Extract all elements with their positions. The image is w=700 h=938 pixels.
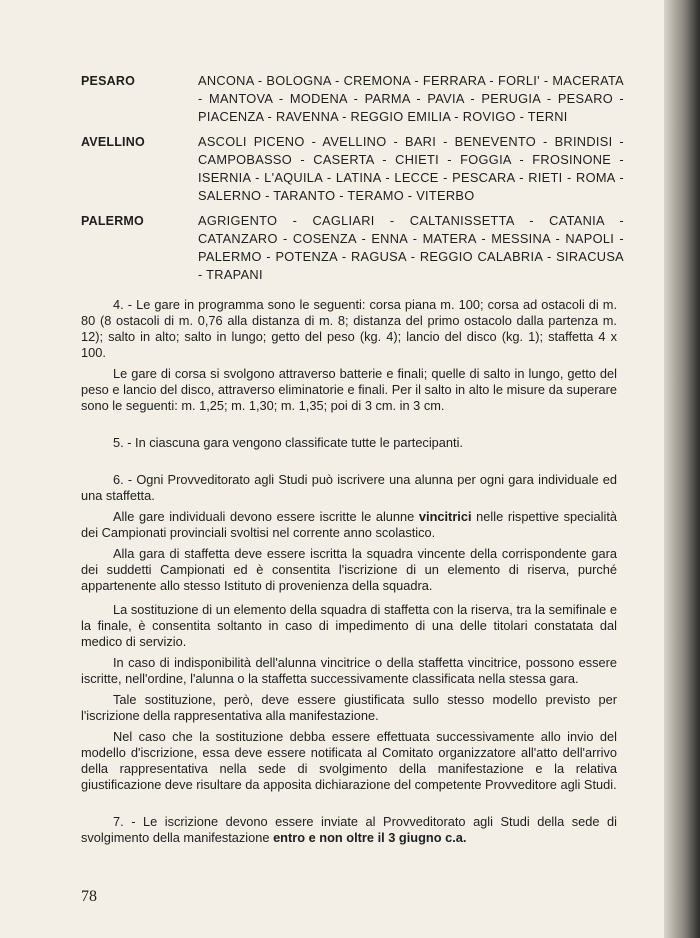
- region-row-palermo: [81, 212, 624, 284]
- page-number: 78: [81, 888, 97, 905]
- section-6-paragraph: In caso di indisponibilità dell'alunna vincitrice o della staffetta vincitrice, possono essere iscritte, nell'ordine, l'alunna o la staffetta successivamente classificata nella stessa gara.: [81, 655, 617, 686]
- section-6-paragraph: La sostituzione di un elemento della squadra di staffetta con la riserva, tra la semifinale e la finale, è consentita soltanto in caso di impedimento di una delle titolari constatata dal medico di servizio.: [81, 602, 617, 649]
- section-6-paragraph: Alla gara di staffetta deve essere iscritta la squadra vincente della corrispondente gara dei suddetti Campionati ed è consentita l'iscrizione di un elemento di riserva, purché appartenente allo stesso Istituto di provenienza della squadra.: [81, 546, 617, 593]
- region-name: AVELLINO: [81, 135, 145, 149]
- section-6-paragraph: [81, 509, 617, 541]
- paragraph-text: Alle gare individuali devono essere iscritte le alunne: [113, 509, 419, 524]
- paragraph-text: nelle rispettive specialità dei Campionati provinciali svoltisi nel corrente anno scolastico.: [81, 509, 617, 540]
- region-cities: AGRIGENTO - CAGLIARI - CALTANISSETTA - CATANIA - CATANZARO - COSENZA - ENNA - MATERA - MESSINA - NAPOLI - PALERMO - POTENZA - RAGUSA - REGGIO CALABRIA - SIRACUSA - TRAPANI: [198, 213, 624, 282]
- region-cities: ANCONA - BOLOGNA - CREMONA - FERRARA - FORLI' - MACERATA - MANTOVA - MODENA - PARMA - PAVIA - PERUGIA - PESARO - PIACENZA - RAVENNA - REGGIO EMILIA - ROVIGO - TERNI: [198, 73, 624, 124]
- regulation-text: [81, 297, 617, 846]
- region-name: PESARO: [81, 74, 135, 88]
- region-row-avellino: [81, 133, 624, 205]
- region-row-pesaro: [81, 72, 624, 126]
- section-6-paragraph: Tale sostituzione, però, deve essere giustificata sullo stesso modello previsto per l'iscrizione della rappresentativa alla manifestazione.: [81, 692, 617, 723]
- region-name: PALERMO: [81, 214, 144, 228]
- section-4-paragraph: Le gare di corsa si svolgono attraverso batterie e finali; quelle di salto in lungo, getto del peso e lancio del disco, attraverso eliminatorie e finali. Per il salto in alto le misure da superare sono le seguenti: m. 1,25; m. 1,30; m. 1,35; poi di 3 cm. in 3 cm.: [81, 366, 617, 413]
- section-7-paragraph: [81, 814, 617, 846]
- page-edge-shadow: [664, 0, 700, 938]
- section-4-paragraph: 4. - Le gare in programma sono le seguenti: corsa piana m. 100; corsa ad ostacoli di m. 80 (8 ostacoli di m. 0,76 alla distanza di m. 8; distanza del primo ostacolo dalla partenza m. 12); salto in alto; salto in lungo; getto del peso (kg. 4); lancio del disco (kg. 1); staffetta 4 x 100.: [81, 297, 617, 360]
- region-table: [81, 72, 624, 291]
- section-6-paragraph: 6. - Ogni Provveditorato agli Studi può iscrivere una alunna per ogni gara individuale ed una staffetta.: [81, 472, 617, 503]
- paragraph-text: 7. - Le iscrizione devono essere inviate al Provveditorato agli Studi della sede di svolgimento della manifestazione: [81, 814, 617, 845]
- section-5-paragraph: 5. - In ciascuna gara vengono classificate tutte le partecipanti.: [113, 435, 463, 450]
- region-cities: ASCOLI PICENO - AVELLINO - BARI - BENEVENTO - BRINDISI - CAMPOBASSO - CASERTA - CHIETI - FOGGIA - FROSINONE - ISERNIA - L'AQUILA - LATINA - LECCE - PESCARA - RIETI - ROMA - SALERNO - TARANTO - TERAMO - VITERBO: [198, 134, 624, 203]
- bold-text: entro e non oltre il 3 giugno c.a.: [273, 830, 467, 845]
- bold-text: vincitrici: [418, 509, 472, 524]
- section-6-paragraph: Nel caso che la sostituzione debba essere effettuata successivamente allo invio del modello d'iscrizione, essa deve essere notificata al Comitato organizzatore all'atto dell'arrivo della rappresentativa nella sede di svolgimento della manifestazione e la relativa giustificazione deve risultare da apposita dichiarazione del competente Provveditore agli Studi.: [81, 729, 617, 792]
